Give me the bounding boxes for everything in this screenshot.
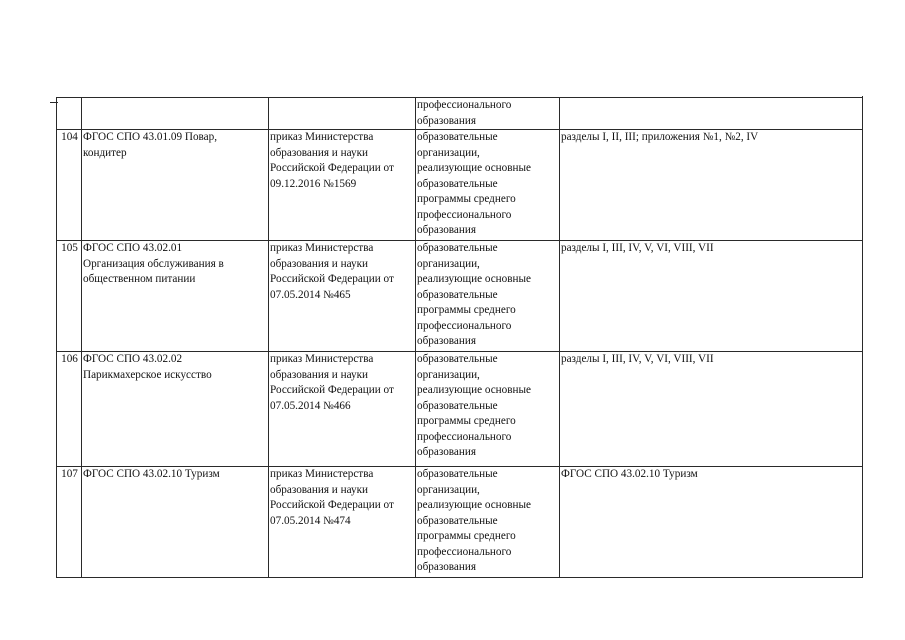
subjects-line: профессионального (417, 430, 512, 443)
subjects-line: образования (417, 335, 477, 347)
standard-cell (82, 130, 269, 241)
subjects-line: образовательные (417, 514, 498, 527)
subjects-line: реализующие основные (417, 384, 532, 396)
subjects-line: образования (417, 446, 477, 458)
order-line: образования и науки (270, 257, 368, 270)
subjects-line: организации, (417, 257, 480, 270)
sections-cell (560, 467, 863, 578)
order-line: Российской Федерации от (270, 162, 394, 174)
regulation-table (56, 97, 863, 578)
standard-cell (82, 352, 269, 467)
sections-text: разделы I, II, III; приложения №1, №2, IV (561, 131, 759, 143)
table-row (57, 352, 863, 467)
order-line: 07.05.2014 №474 (270, 514, 351, 527)
order-line: образования и науки (270, 368, 368, 381)
subjects-line: организации, (417, 368, 480, 381)
subjects-line: образовательные (417, 177, 498, 190)
order-line: Российской Федерации от (270, 499, 394, 511)
order-line: 07.05.2014 №465 (270, 288, 351, 301)
subjects-cell (416, 352, 560, 467)
table-row (57, 467, 863, 578)
subjects-line: профессионального (417, 545, 512, 558)
subjects-line: реализующие основные (417, 273, 532, 285)
standard-line: ФГОС СПО 43.01.09 Повар, (83, 131, 218, 143)
subjects-line: образовательные (417, 353, 498, 365)
order-line: образования и науки (270, 483, 368, 496)
sections-cell (560, 98, 863, 130)
order-cell (269, 241, 416, 352)
order-line: 09.12.2016 №1569 (270, 177, 357, 190)
subjects-line: программы среднего (417, 415, 516, 427)
subjects-line: образовательные (417, 288, 498, 301)
sections-text: разделы I, III, IV, V, VI, VIII, VII (561, 242, 714, 254)
standard-line: ФГОС СПО 43.02.02 (83, 353, 183, 365)
standard-cell (82, 467, 269, 578)
standard-cell (82, 98, 269, 130)
sections-cell (560, 241, 863, 352)
subjects-line: реализующие основные (417, 499, 532, 511)
order-line: приказ Министерства (270, 131, 374, 143)
standard-line: ФГОС СПО 43.02.01 (83, 242, 183, 254)
subjects-line: образовательные (417, 399, 498, 412)
standard-line: общественном питании (83, 273, 196, 285)
subjects-cell (416, 130, 560, 241)
table-row (57, 130, 863, 241)
order-cell (269, 467, 416, 578)
standard-line: Парикмахерское искусство (83, 368, 212, 381)
sections-cell (560, 352, 863, 467)
scan-artifact-line (50, 102, 58, 103)
table-row (57, 241, 863, 352)
standard-line: ФГОС СПО 43.02.10 Туризм (83, 468, 220, 480)
row-number: 104 (57, 130, 82, 241)
subjects-line: образования (417, 114, 477, 127)
subjects-line: образовательные (417, 242, 498, 254)
subjects-line: профессионального (417, 319, 512, 332)
subjects-line: образовательные (417, 131, 498, 143)
order-line: приказ Министерства (270, 468, 374, 480)
row-number: 106 (57, 352, 82, 467)
order-cell (269, 130, 416, 241)
table-row-continuation (57, 98, 863, 130)
subjects-line: программы среднего (417, 193, 516, 205)
row-number: 105 (57, 241, 82, 352)
subjects-line: программы среднего (417, 530, 516, 542)
subjects-line: организации, (417, 483, 480, 496)
standard-line: кондитер (83, 146, 127, 159)
subjects-line: профессионального (417, 99, 512, 111)
order-line: Российской Федерации от (270, 273, 394, 285)
order-cell (269, 98, 416, 130)
subjects-line: профессионального (417, 208, 512, 221)
sections-text: ФГОС СПО 43.02.10 Туризм (561, 468, 698, 480)
row-number: 107 (57, 467, 82, 578)
order-line: приказ Министерства (270, 353, 374, 365)
order-line: образования и науки (270, 146, 368, 159)
subjects-cell (416, 467, 560, 578)
sections-text: разделы I, III, IV, V, VI, VIII, VII (561, 353, 714, 365)
subjects-cell (416, 241, 560, 352)
subjects-line: образования (417, 224, 477, 236)
standard-cell (82, 241, 269, 352)
subjects-line: образования (417, 561, 477, 573)
order-line: Российской Федерации от (270, 384, 394, 396)
order-cell (269, 352, 416, 467)
order-line: приказ Министерства (270, 242, 374, 254)
subjects-line: организации, (417, 146, 480, 159)
sections-cell (560, 130, 863, 241)
subjects-line: программы среднего (417, 304, 516, 316)
order-line: 07.05.2014 №466 (270, 399, 351, 412)
standard-line: Организация обслуживания в (83, 257, 224, 270)
number-cell (57, 98, 82, 130)
subjects-cell (416, 98, 560, 130)
scan-artifact-mark (862, 96, 863, 102)
subjects-line: реализующие основные (417, 162, 532, 174)
subjects-line: образовательные (417, 468, 498, 480)
